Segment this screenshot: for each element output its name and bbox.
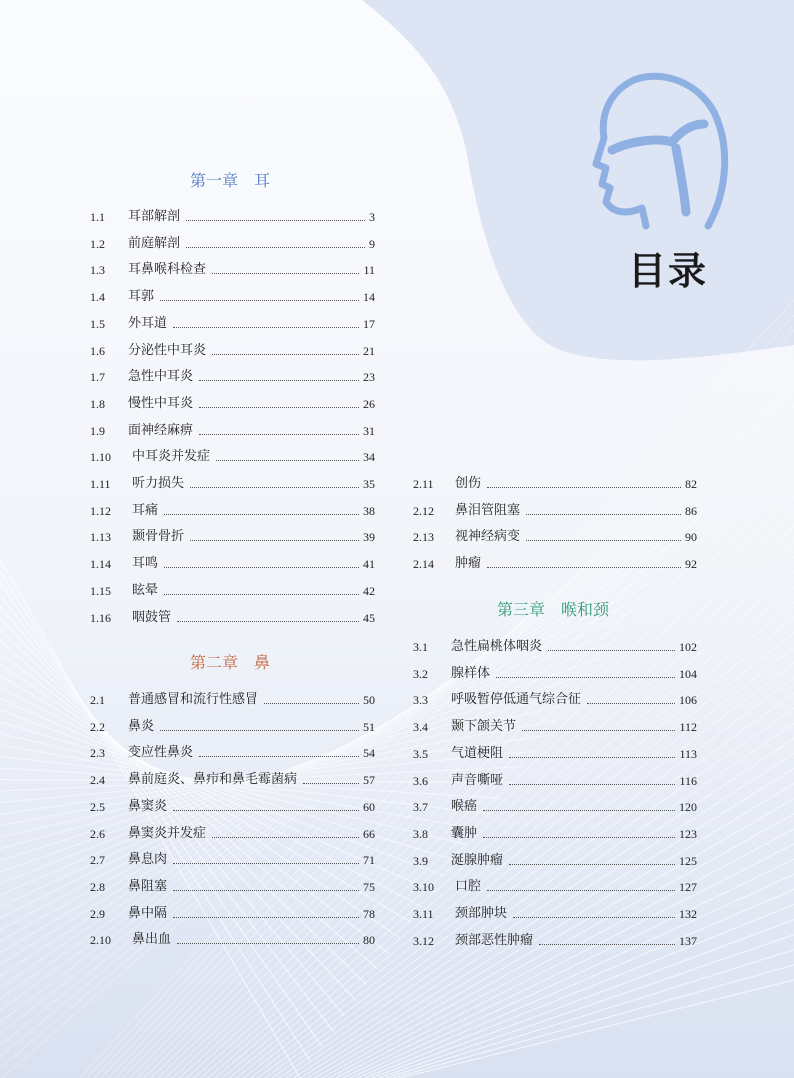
dot-leader <box>496 676 675 678</box>
dot-leader <box>548 649 675 651</box>
entry-number: 1.10 <box>90 450 111 465</box>
dot-leader <box>212 836 359 838</box>
entry-title: 鼻阻塞 <box>128 878 168 894</box>
entry-page: 75 <box>363 879 375 894</box>
entry-title: 鼻泪管阻塞 <box>455 502 521 518</box>
entry-title: 声音嘶哑 <box>451 772 504 788</box>
entry-title: 肿瘤 <box>455 556 482 572</box>
dot-leader <box>199 406 359 408</box>
entry-number: 3.4 <box>413 720 428 735</box>
entry-number: 2.6 <box>90 826 105 841</box>
entry-number: 3.1 <box>413 640 428 654</box>
entry-title: 分泌性中耳炎 <box>128 342 207 358</box>
dot-leader <box>522 729 675 731</box>
entry-page: 90 <box>685 530 697 545</box>
page-title: 目录 <box>628 249 709 293</box>
entry-page: 102 <box>679 640 697 654</box>
entry-page: 92 <box>685 557 697 572</box>
toc-entry <box>90 472 375 492</box>
entry-title: 颞骨骨折 <box>132 529 185 545</box>
toc-entry <box>90 392 375 412</box>
toc-entry <box>90 365 375 385</box>
entry-title: 变应性鼻炎 <box>128 745 194 761</box>
entry-page: 132 <box>679 907 697 921</box>
dot-leader <box>177 620 359 622</box>
entry-number: 2.1 <box>90 693 105 707</box>
entry-title: 耳鸣 <box>132 556 159 572</box>
toc-entry <box>90 232 375 252</box>
entry-title: 囊肿 <box>451 825 478 841</box>
dot-leader <box>212 353 359 355</box>
toc-entry <box>90 795 375 815</box>
entry-page: 116 <box>679 773 697 788</box>
toc-entry <box>413 742 697 762</box>
entry-title: 鼻出血 <box>132 932 172 948</box>
toc-entry <box>413 769 697 789</box>
toc-entry <box>413 662 697 682</box>
dot-leader <box>173 916 359 918</box>
entry-number: 1.8 <box>90 396 105 411</box>
entry-title: 面神经麻痹 <box>128 422 194 438</box>
entry-number: 1.16 <box>90 610 111 625</box>
dot-leader <box>173 326 359 328</box>
dot-leader <box>526 539 681 541</box>
dot-leader <box>509 756 675 758</box>
entry-page: 71 <box>363 853 375 868</box>
dot-leader <box>173 809 359 811</box>
entry-page: 57 <box>363 773 375 788</box>
dot-leader <box>190 539 359 541</box>
entry-number: 3.11 <box>413 907 434 921</box>
entry-title: 颞下颌关节 <box>451 719 517 735</box>
entry-number: 3.8 <box>413 826 428 841</box>
entry-number: 3.7 <box>413 800 428 815</box>
toc-entry <box>90 445 375 465</box>
entry-title: 前庭解剖 <box>128 235 181 251</box>
entry-page: 106 <box>679 693 697 708</box>
entry-number: 1.14 <box>90 557 111 572</box>
entry-title: 涎腺肿瘤 <box>451 852 504 868</box>
entry-title: 气道梗阻 <box>451 745 504 761</box>
dot-leader <box>199 755 359 757</box>
toc-entry <box>413 635 697 655</box>
entry-page: 120 <box>679 800 697 815</box>
entry-number: 2.4 <box>90 773 105 788</box>
toc-entry <box>90 688 375 708</box>
entry-page: 34 <box>363 450 375 465</box>
toc-entry <box>90 606 375 626</box>
entry-page: 21 <box>363 343 375 358</box>
dot-leader <box>487 486 681 488</box>
entry-number: 1.11 <box>90 477 111 491</box>
toc-entry <box>90 312 375 332</box>
entry-number: 2.8 <box>90 879 105 894</box>
entry-title: 鼻炎 <box>128 718 155 734</box>
entry-number: 3.12 <box>413 933 434 948</box>
entry-page: 78 <box>363 906 375 921</box>
entry-number: 1.12 <box>90 503 111 518</box>
entry-number: 2.11 <box>413 477 434 491</box>
dot-leader <box>303 782 359 784</box>
entry-number: 2.12 <box>413 503 434 518</box>
toc-entry <box>90 822 375 842</box>
dot-leader <box>190 486 359 488</box>
dot-leader <box>212 272 359 274</box>
toc-entry <box>90 499 375 519</box>
entry-number: 1.2 <box>90 236 105 251</box>
toc-entry <box>90 875 375 895</box>
entry-page: 54 <box>363 746 375 761</box>
entry-number: 2.13 <box>413 530 434 545</box>
entry-page: 125 <box>679 853 697 868</box>
entry-number: 3.9 <box>413 853 428 868</box>
entry-number: 1.9 <box>90 423 105 438</box>
entry-title: 急性扁桃体咽炎 <box>451 639 543 654</box>
entry-title: 鼻中隔 <box>128 905 168 921</box>
entry-page: 112 <box>679 720 697 735</box>
entry-title: 耳部解剖 <box>128 209 181 224</box>
entry-page: 66 <box>363 826 375 841</box>
dot-leader <box>509 783 675 785</box>
entry-number: 2.2 <box>90 719 105 734</box>
toc-entry <box>90 285 375 305</box>
entry-title: 耳郭 <box>128 289 155 305</box>
entry-number: 1.4 <box>90 290 105 305</box>
chapter-heading: 第二章 鼻 <box>190 653 271 672</box>
toc-entry <box>90 339 375 359</box>
entry-title: 耳痛 <box>132 502 159 518</box>
toc-entry <box>413 822 697 842</box>
entry-page: 45 <box>363 610 375 625</box>
entry-page: 11 <box>363 263 375 278</box>
dot-leader <box>539 943 675 945</box>
toc-entry <box>413 929 697 949</box>
toc-entry <box>90 552 375 572</box>
entry-page: 86 <box>685 503 697 518</box>
dot-leader <box>526 513 681 515</box>
dot-leader <box>483 836 675 838</box>
entry-page: 17 <box>363 316 375 331</box>
entry-number: 3.3 <box>413 693 428 708</box>
entry-title: 鼻前庭炎、鼻疖和鼻毛霉菌病 <box>128 772 298 788</box>
entry-page: 137 <box>679 933 697 948</box>
entry-page: 123 <box>679 826 697 841</box>
entry-number: 1.13 <box>90 530 111 545</box>
toc-entry <box>90 928 375 948</box>
toc-entry <box>413 715 697 735</box>
entry-number: 2.3 <box>90 746 105 761</box>
entry-page: 26 <box>363 396 375 411</box>
entry-title: 咽鼓管 <box>132 609 172 625</box>
entry-page: 127 <box>679 880 697 895</box>
dot-leader <box>264 702 359 704</box>
dot-leader <box>487 566 681 568</box>
entry-title: 耳鼻喉科检查 <box>128 262 207 278</box>
entry-number: 1.7 <box>90 370 105 385</box>
toc-entry <box>413 472 697 492</box>
entry-page: 31 <box>363 423 375 438</box>
entry-title: 慢性中耳炎 <box>128 395 194 411</box>
entry-page: 38 <box>363 503 375 518</box>
toc-entry <box>413 902 697 922</box>
entry-title: 鼻窦炎 <box>128 798 168 814</box>
entry-title: 外耳道 <box>128 315 168 331</box>
toc-entry <box>90 741 375 761</box>
dot-leader <box>164 593 359 595</box>
entry-number: 1.3 <box>90 263 105 278</box>
toc-entry <box>90 715 375 735</box>
dot-leader <box>587 702 675 704</box>
entry-number: 2.9 <box>90 906 105 921</box>
entry-page: 42 <box>363 583 375 598</box>
dot-leader <box>199 379 359 381</box>
toc-entry <box>90 768 375 788</box>
entry-number: 3.2 <box>413 666 428 681</box>
entry-page: 14 <box>363 290 375 305</box>
entry-title: 急性中耳炎 <box>128 369 194 385</box>
dot-leader <box>509 863 675 865</box>
dot-leader <box>160 729 359 731</box>
entry-title: 鼻息肉 <box>128 852 168 868</box>
toc-entry <box>413 552 697 572</box>
entry-page: 23 <box>363 370 375 385</box>
entry-number: 3.10 <box>413 880 434 895</box>
dot-leader <box>173 862 359 864</box>
dot-leader <box>164 566 359 568</box>
entry-title: 视神经病变 <box>455 529 521 545</box>
entry-page: 35 <box>363 477 375 491</box>
chapter-heading: 第一章 耳 <box>190 171 271 190</box>
entry-title: 口腔 <box>455 879 482 895</box>
entry-number: 2.7 <box>90 853 105 868</box>
entry-number: 3.5 <box>413 746 428 761</box>
entry-page: 50 <box>363 693 375 707</box>
toc-entry <box>90 205 375 225</box>
dot-leader <box>164 513 359 515</box>
entry-title: 呼吸暂停低通气综合征 <box>451 692 582 708</box>
entry-number: 2.5 <box>90 799 105 814</box>
entry-title: 眩晕 <box>132 582 159 598</box>
toc-entry <box>90 848 375 868</box>
dot-leader <box>487 889 675 891</box>
entry-page: 9 <box>369 236 375 251</box>
dot-leader <box>186 246 365 248</box>
entry-page: 104 <box>679 666 697 681</box>
dot-leader <box>177 942 359 944</box>
toc-entry <box>413 795 697 815</box>
dot-leader <box>199 433 359 435</box>
entry-page: 39 <box>363 530 375 545</box>
entry-page: 51 <box>363 719 375 734</box>
entry-title: 喉癌 <box>451 799 478 815</box>
toc-entry <box>413 849 697 869</box>
entry-page: 113 <box>679 746 697 761</box>
entry-number: 2.10 <box>90 933 111 948</box>
toc-entry <box>413 688 697 708</box>
toc-entry <box>90 579 375 599</box>
entry-title: 普通感冒和流行性感冒 <box>128 692 259 707</box>
dot-leader <box>173 889 359 891</box>
dot-leader <box>160 299 359 301</box>
chapter-heading: 第三章 喉和颈 <box>497 600 610 619</box>
entry-page: 82 <box>685 477 697 491</box>
dot-leader <box>216 459 359 461</box>
entry-title: 颈部恶性肿瘤 <box>455 932 534 948</box>
entry-title: 听力损失 <box>132 476 185 491</box>
entry-number: 1.6 <box>90 343 105 358</box>
entry-number: 1.5 <box>90 316 105 331</box>
entry-title: 腺样体 <box>451 665 491 681</box>
toc-entry <box>413 875 697 895</box>
dot-leader <box>186 219 365 221</box>
toc-entry <box>90 258 375 278</box>
toc-entry <box>413 525 697 545</box>
toc-entry <box>90 525 375 545</box>
corner-blob <box>362 0 794 360</box>
toc-entry <box>413 499 697 519</box>
toc-entry <box>90 902 375 922</box>
entry-title: 创伤 <box>455 476 482 491</box>
entry-number: 3.6 <box>413 773 428 788</box>
entry-page: 60 <box>363 799 375 814</box>
entry-title: 中耳炎并发症 <box>132 449 211 465</box>
entry-title: 颈部肿块 <box>455 906 508 921</box>
dot-leader <box>483 809 675 811</box>
entry-number: 1.15 <box>90 583 111 598</box>
entry-page: 80 <box>363 933 375 948</box>
entry-number: 1.1 <box>90 210 105 224</box>
dot-leader <box>513 916 675 918</box>
entry-number: 2.14 <box>413 557 434 572</box>
entry-page: 41 <box>363 557 375 572</box>
entry-page: 3 <box>369 210 375 224</box>
toc-entry <box>90 419 375 439</box>
entry-title: 鼻窦炎并发症 <box>128 825 207 841</box>
